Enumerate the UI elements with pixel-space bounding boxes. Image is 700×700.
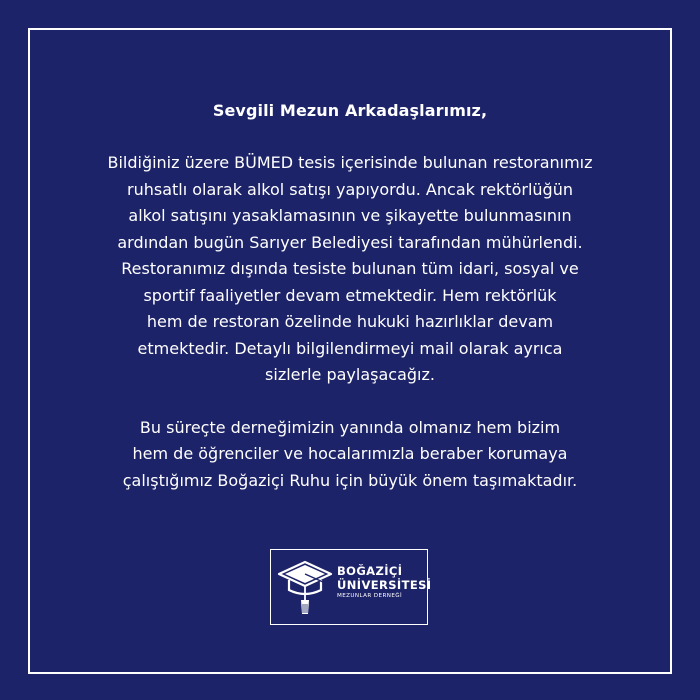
logo-line-university-name: BOĞAZİÇİ (337, 564, 403, 578)
paragraph-line: ardından bugün Sarıyer Belediyesi tarafından mühürlendi. (117, 232, 583, 252)
paragraph-line: ruhsatlı olarak alkol satışı yapıyordu. Ancak rektörlüğün (127, 179, 573, 199)
paragraph-line: sportif faaliyetler devam etmektedir. Hem rektörlük (143, 285, 557, 305)
paragraph-line: Bildiğiniz üzere BÜMED tesis içerisinde bulunan restoranımız (107, 153, 593, 172)
graduation-cap-icon (275, 556, 335, 620)
paragraph-line: etmektedir. Detaylı bilgilendirmeyi mail olarak ayrıca (137, 338, 563, 358)
logo-line-university: ÜNİVERSİTESİ (337, 577, 432, 592)
letter-greeting: Sevgili Mezun Arkadaşlarımız, (212, 101, 488, 120)
paragraph-line: hem de restoran özelinde hukuki hazırlıklar devam (146, 312, 554, 331)
logo-wordmark (337, 566, 431, 600)
paragraph-line: hem de öğrenciler ve hocalarımızla beraber korumaya (132, 444, 568, 463)
paragraph-line: sizlerle paylaşacağız. (265, 365, 435, 384)
letter-body (28, 28, 672, 494)
paragraph-line: Bu süreçte derneğimizin yanında olmanız hem bizim (139, 417, 561, 437)
paragraph-line: alkol satışını yasaklamasının ve şikayette bulunmasının (128, 206, 572, 225)
logo-line-alumni-association: MEZUNLAR DERNEĞİ (337, 593, 403, 599)
paragraph-line: Restoranımız dışında tesiste bulunan tüm idari, sosyal ve (121, 259, 579, 278)
paragraph-line: çalıştığımız Boğaziçi Ruhu için büyük önem taşımaktadır. (122, 470, 578, 490)
association-logo (270, 549, 432, 625)
letter-paragraph-1 (28, 150, 672, 389)
letter-paragraph-2 (28, 415, 672, 495)
